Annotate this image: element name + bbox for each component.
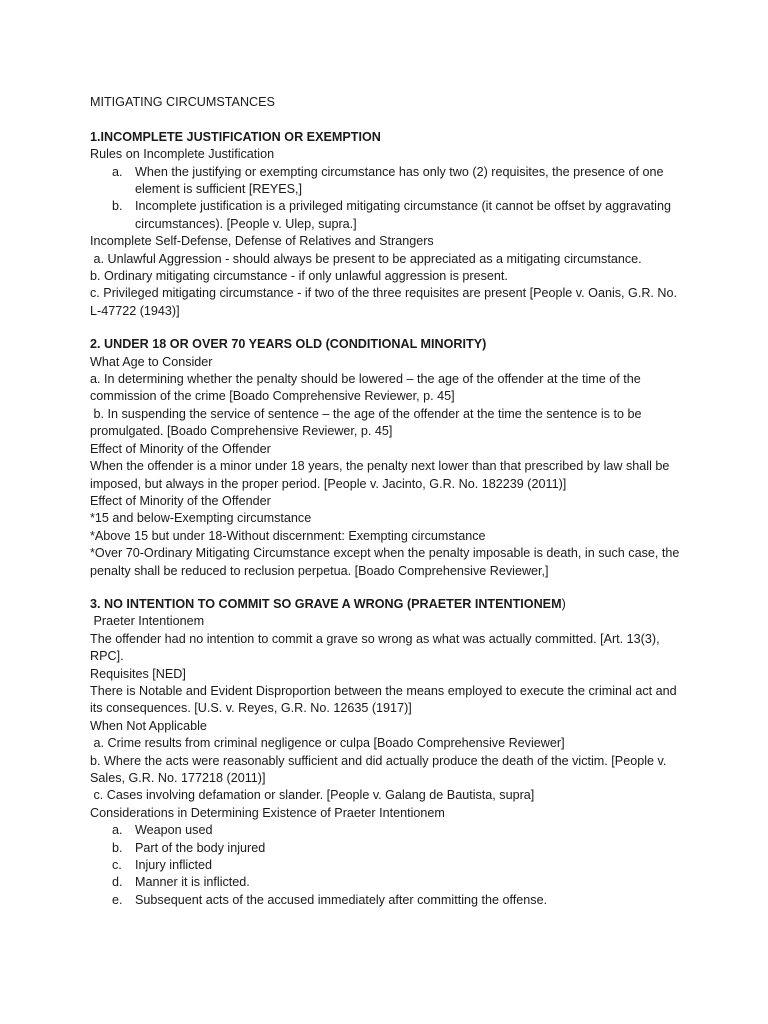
section-3-subheading-not-applicable: When Not Applicable (90, 718, 207, 733)
list-item (90, 822, 690, 839)
section-2-paragraph: b. In suspending the service of sentence – the age of the offender at the time the sentence is to be promulgated. [Boado Comprehensive Reviewer, p. 45] (90, 406, 645, 439)
list-marker: d. (112, 875, 123, 890)
list-item-text: Injury inflicted (135, 858, 212, 873)
list-marker: b. (112, 840, 123, 855)
document-page (90, 94, 690, 909)
section-3-considerations-list (90, 822, 690, 909)
section-2-paragraph: When the offender is a minor under 18 years, the penalty next lower than that prescribed by law shall be imposed, but always in the proper period. [People v. Jacinto, G.R. No. 182239 (2011)] (90, 459, 673, 491)
section-3-paragraph: There is Notable and Evident Disproportion between the means employed to execute the criminal act and its consequences. [U.S. v. Reyes, G.R. No. 12635 (1917)] (90, 683, 681, 716)
section-3-paragraph: The offender had no intention to commit a grave so wrong as what was actually committed. [Art. 13(3), RPC]. (90, 631, 664, 664)
section-2-paragraph: *Over 70-Ordinary Mitigating Circumstance except when the penalty imposable is death, in such case, the penalty shall be reduced to reclusion perpetua. [Boado Comprehensive Reviewer,] (90, 546, 683, 578)
list-item-text: Incomplete justification is a privileged mitigating circumstance (it cannot be offset by aggravating circumstances). [People v. Ulep, supra.] (135, 199, 671, 231)
list-marker: b. (112, 199, 123, 214)
section-3-subheading-praeter: Praeter Intentionem (90, 614, 205, 629)
section-3-paragraph: a. Crime results from criminal negligence or culpa [Boado Comprehensive Reviewer] (90, 736, 565, 751)
section-1-paragraph: a. Unlawful Aggression - should always be present to be appreciated as a mitigating circumstance. (90, 251, 642, 266)
section-2-subheading-effect: Effect of Minority of the Offender (90, 441, 271, 456)
section-1-paragraph: b. Ordinary mitigating circumstance - if only unlawful aggression is present. (90, 269, 508, 284)
list-item-text: Manner it is inflicted. (135, 875, 250, 890)
section-2-heading: 2. UNDER 18 OR OVER 70 YEARS OLD (CONDITIONAL MINORITY) (90, 337, 487, 352)
list-item (90, 857, 690, 874)
list-marker: e. (112, 892, 123, 907)
section-1-rules-list (90, 164, 690, 234)
list-marker: c. (112, 858, 122, 873)
list-item-text: Weapon used (135, 823, 213, 838)
section-3-paragraph: c. Cases involving defamation or slander. [People v. Galang de Bautista, supra] (90, 788, 535, 803)
document-title: MITIGATING CIRCUMSTANCES (90, 95, 275, 109)
section-3-heading-close: ) (561, 596, 566, 611)
list-marker: a. (112, 164, 123, 179)
section-2-paragraph: *15 and below-Exempting circumstance (90, 511, 312, 526)
list-item-text: Part of the body injured (135, 840, 266, 855)
section-3-subheading-considerations: Considerations in Determining Existence of Praeter Intentionem (90, 805, 445, 820)
list-item-text: Subsequent acts of the accused immediately after committing the offense. (135, 892, 548, 907)
section-1-heading: 1.INCOMPLETE JUSTIFICATION OR EXEMPTION (90, 129, 381, 144)
section-2-paragraph: a. In determining whether the penalty should be lowered – the age of the offender at the time of the commission of the crime [Boado Comprehensive Reviewer, p. 45] (90, 372, 645, 404)
section-2-subheading-effect: Effect of Minority of the Offender (90, 493, 271, 508)
list-marker: a. (112, 823, 123, 838)
section-3-heading: 3. NO INTENTION TO COMMIT SO GRAVE A WRONG (PRAETER INTENTIONEM (90, 596, 562, 611)
list-item (90, 840, 690, 857)
section-2-subheading-age: What Age to Consider (90, 354, 213, 369)
section-1-subheading-rules: Rules on Incomplete Justification (90, 147, 275, 162)
list-item (90, 892, 690, 909)
section-1-subheading-self-defense: Incomplete Self-Defense, Defense of Relatives and Strangers (90, 234, 434, 249)
list-item (90, 164, 690, 199)
section-3-paragraph: b. Where the acts were reasonably sufficient and did actually produce the death of the victim. [People v. Sales, G.R. No. 177218 (2011)] (90, 753, 670, 786)
list-item (90, 198, 690, 233)
list-item (90, 874, 690, 891)
section-3-subheading-requisites: Requisites [NED] (90, 666, 186, 681)
section-3-heading-line (90, 596, 690, 613)
section-2-paragraph: *Above 15 but under 18-Without discernment: Exempting circumstance (90, 528, 486, 543)
list-item-text: When the justifying or exempting circumstance has only two (2) requisites, the presence of one element is sufficient [REYES,] (135, 164, 664, 197)
section-1-paragraph: c. Privileged mitigating circumstance - if two of the three requisites are present [People v. Oanis, G.R. No. L-47722 (1943)] (90, 286, 681, 318)
